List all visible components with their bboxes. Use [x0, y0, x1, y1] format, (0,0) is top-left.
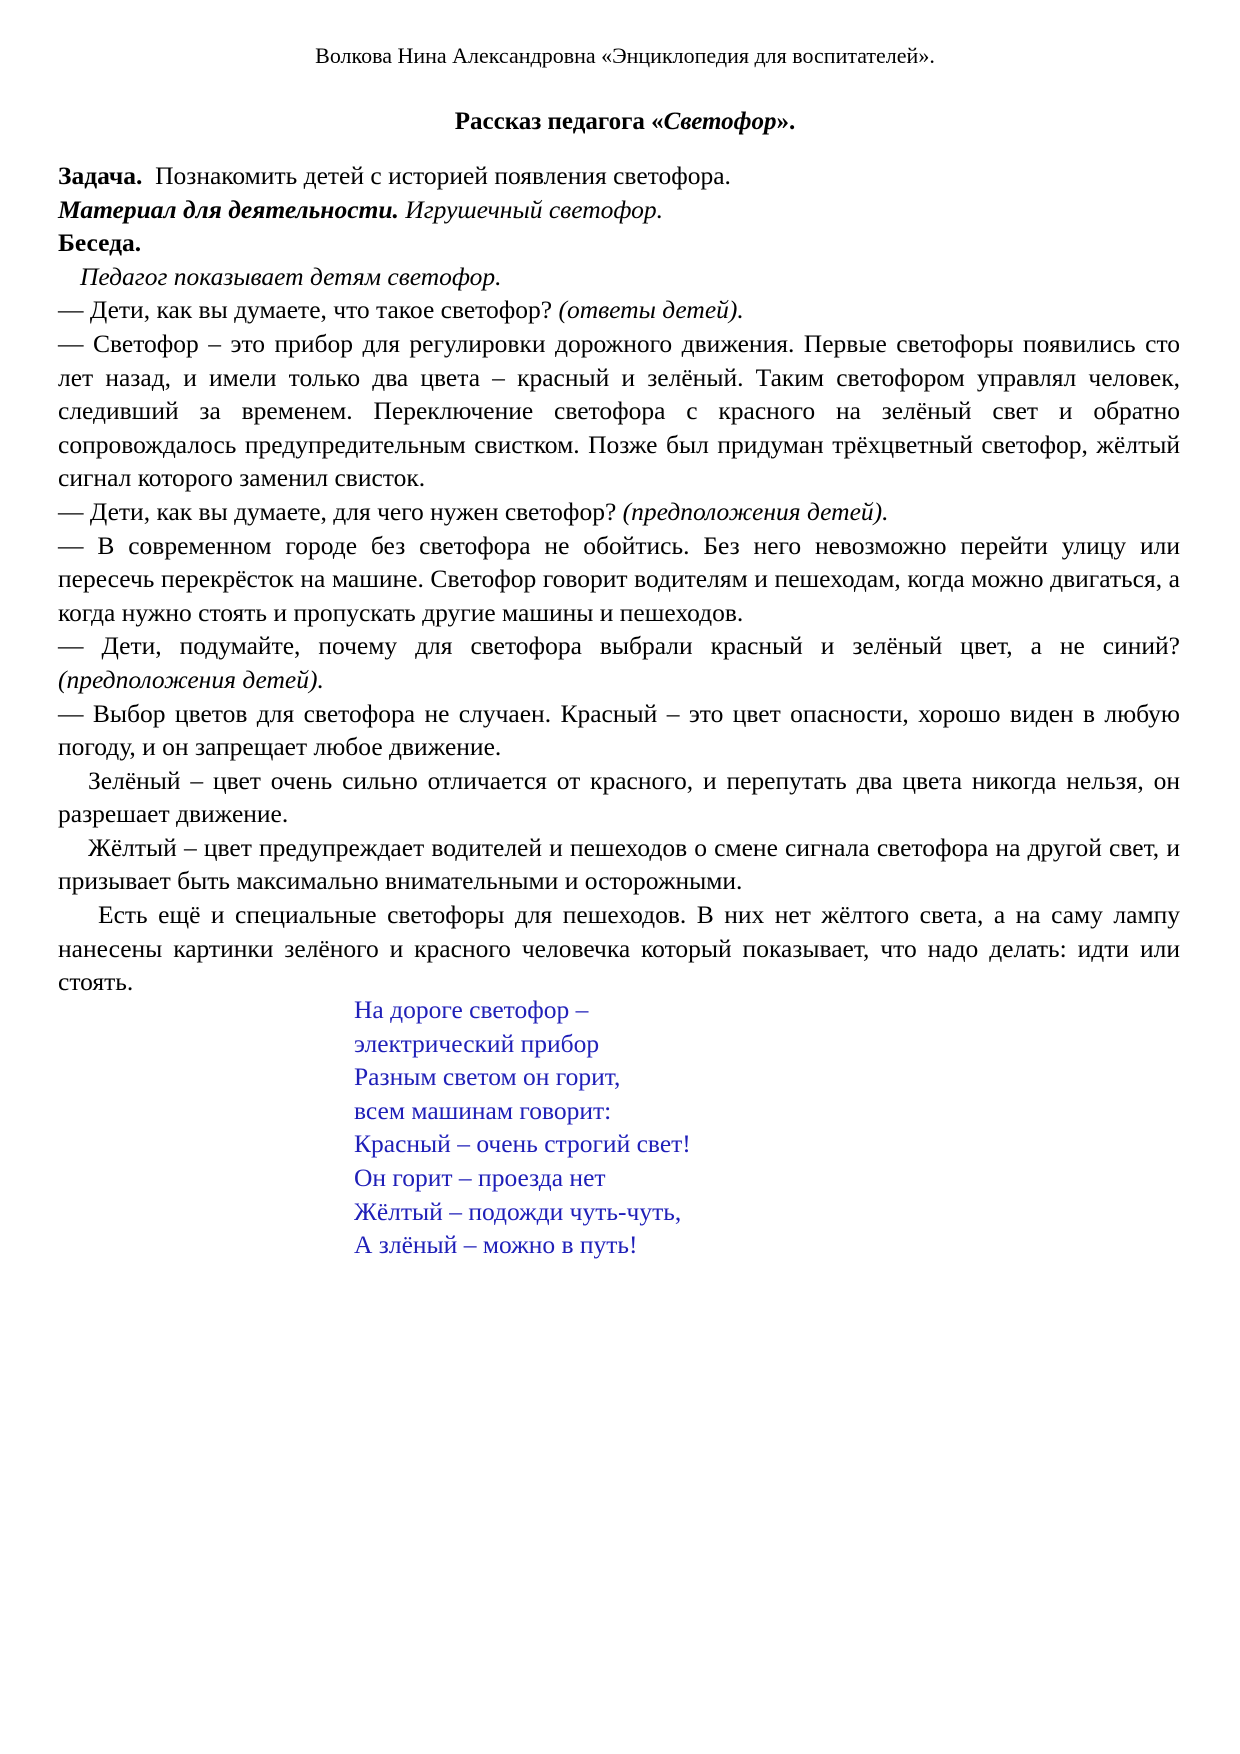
title-name: Светофор: [663, 108, 777, 135]
paragraph-4-note: (предположения детей).: [622, 496, 889, 526]
paragraph-3: — Светофор – это прибор для регулировки дорожного движения. Первые светофоры появились сто лет назад, и имели только два цвета – красный и зелёный. Таким светофором управлял человек, следивший за временем. Переключение светофора с красного на зелёный свет и обратно сопровождалось предупредительным свистком. Позже был придуман трёхцветный светофор, жёлтый сигнал которого заменил свисток.: [58, 328, 1180, 493]
poem-line: Он горит – проезда нет: [354, 1162, 606, 1192]
poem-line: электрический прибор: [354, 1028, 600, 1058]
task-line: [58, 159, 1180, 193]
paragraph-8: Зелёный – цвет очень сильно отличается от красного, и перепутать два цвета никогда нельзя, он разрешает движение.: [58, 765, 1180, 829]
poem: [354, 993, 691, 1262]
poem-line: всем машинам говорит:: [354, 1095, 612, 1125]
title-suffix: ».: [776, 108, 796, 135]
poem-line: А злёный – можно в путь!: [354, 1230, 638, 1260]
page-header: Волкова Нина Александровна «Энциклопедия для воспитателей».: [315, 43, 935, 68]
poem-line: Красный – очень строгий свет!: [354, 1129, 691, 1159]
title-prefix: Рассказ педагога «: [454, 108, 664, 135]
paragraph-6-note: (предположения детей).: [58, 664, 324, 694]
paragraph-2-note: (ответы детей).: [558, 295, 744, 325]
paragraph-2-text: — Дети, как вы думаете, что такое светофор?: [58, 295, 553, 325]
paragraph-7: — Выбор цветов для светофора не случаен. Красный – это цвет опасности, хорошо виден в любую погоду, и он запрещает любое движение.: [58, 698, 1180, 762]
poem-line: Жёлтый – подожди чуть-чуть,: [354, 1196, 682, 1226]
material-label: Материал для деятельности.: [58, 194, 399, 224]
material-text: Игрушечный светофор.: [405, 194, 664, 224]
paragraph-4-text: — Дети, как вы думаете, для чего нужен светофор?: [58, 496, 617, 526]
paragraph-6-text: — Дети, подумайте, почему для светофора выбрали красный и зелёный цвет, а не синий?: [58, 631, 1180, 661]
paragraph-5: — В современном городе без светофора не обойтись. Без него невозможно перейти улицу или пересечь перекрёсток на машине. Светофор говорит водителям и пешеходам, когда можно двигаться, а когда нужно стоять и пропускать другие машины и пешеходов.: [58, 530, 1180, 627]
paragraph-2: [58, 293, 1180, 327]
page-title: [0, 106, 1240, 138]
task-label: Задача.: [58, 161, 143, 190]
paragraph-4: [58, 495, 1180, 529]
poem-line: Разным светом он горит,: [354, 1062, 621, 1092]
material-line: [58, 193, 1180, 227]
task-text: Познакомить детей с историей появления светофора.: [155, 161, 731, 190]
conversation-label: Беседа.: [58, 228, 142, 258]
paragraph-6: [58, 629, 1180, 696]
paragraph-10: Есть ещё и специальные светофоры для пешеходов. В них нет жёлтого света, а на саму лампу нанесены картинки зелёного и красного человечка который показывает, что надо делать: идти или стоять.: [58, 900, 1180, 997]
paragraph-1: Педагог показывает детям светофор.: [80, 261, 502, 291]
paragraph-9: Жёлтый – цвет предупреждает водителей и пешеходов о смене сигнала светофора на другой свет, и призывает быть максимально внимательными и осторожными.: [58, 832, 1180, 896]
poem-line: На дороге светофор –: [354, 995, 589, 1024]
document-body: [58, 159, 1180, 999]
